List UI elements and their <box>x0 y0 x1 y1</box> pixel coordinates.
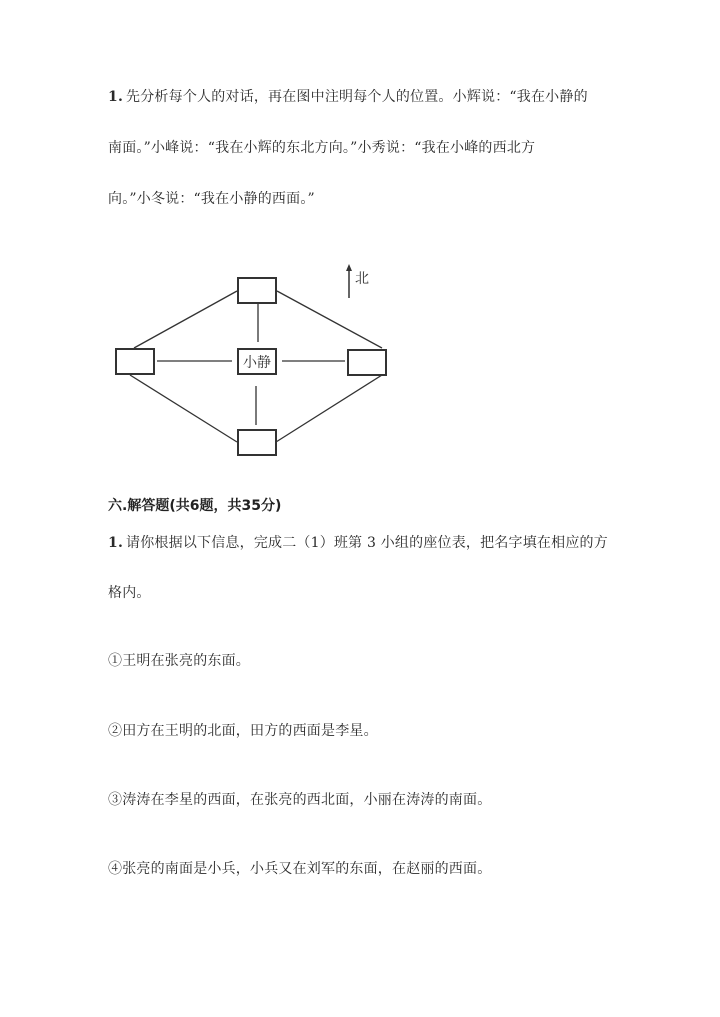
clue-4: ④张亮的南面是小兵，小兵又在刘军的东面，在赵丽的西面。 <box>108 861 492 877</box>
question-number: 1. <box>108 89 124 105</box>
question-2-line-1: 1. 请你根据以下信息，完成二（1）班第 3 小组的座位表，把名字填在相应的方 <box>108 535 608 551</box>
center-label: 小静 <box>243 354 271 371</box>
clue-1: ①王明在张亮的东面。 <box>108 653 250 669</box>
answer-box-top[interactable] <box>237 277 277 304</box>
answer-box-left[interactable] <box>115 348 155 375</box>
north-label: 北 <box>355 271 369 287</box>
question-number: 1. <box>108 535 124 551</box>
center-box-xiaojing <box>237 348 277 375</box>
question-1-line-3: 向。”小冬说：“我在小静的西面。” <box>108 191 315 207</box>
north-arrow-icon <box>346 264 352 298</box>
answer-box-right[interactable] <box>347 349 387 376</box>
question-1-line-1: 1. 先分析每个人的对话，再在图中注明每个人的位置。小辉说：“我在小静的 <box>108 89 588 105</box>
question-1-line-2: 南面。”小峰说：“我在小辉的东北方向。”小秀说：“我在小峰的西北方 <box>108 140 536 156</box>
section-heading: 六.解答题(共6题，共35分) <box>108 498 282 514</box>
clue-3: ③涛涛在李星的西面，在张亮的西北面，小丽在涛涛的南面。 <box>108 792 492 808</box>
answer-box-bottom[interactable] <box>237 429 277 456</box>
question-2-line-2: 格内。 <box>108 585 151 601</box>
clue-2: ②田方在王明的北面，田方的西面是李星。 <box>108 723 378 739</box>
